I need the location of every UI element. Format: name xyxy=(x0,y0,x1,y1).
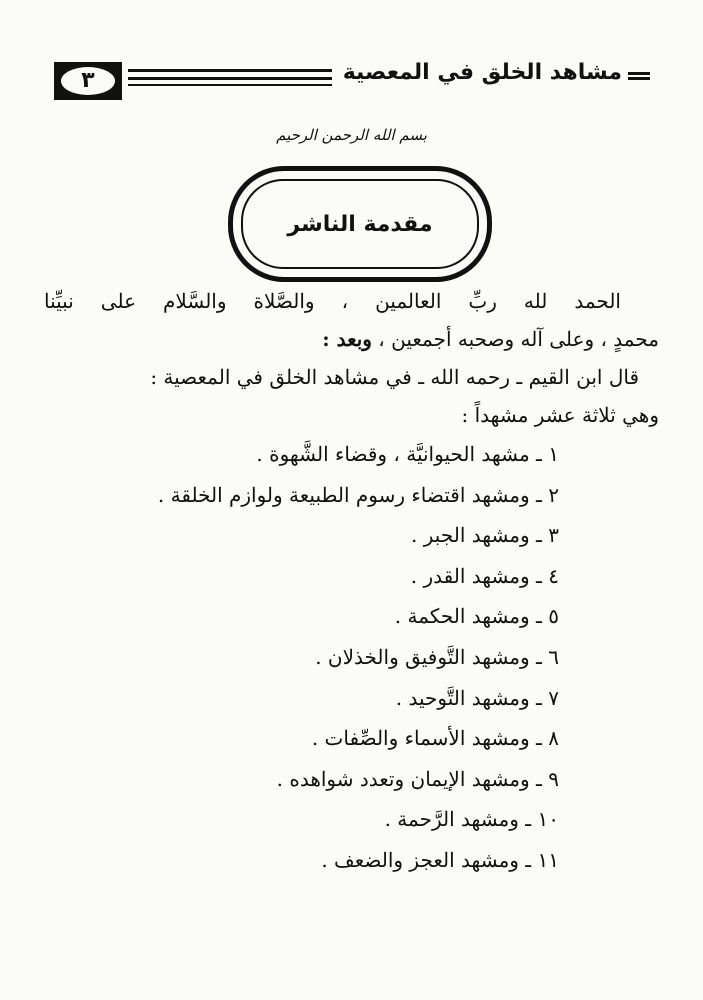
intro-line-2-bold: وبعد : xyxy=(322,327,372,351)
intro-line-4: وهي ثلاثة عشر مشهداً : xyxy=(461,403,659,427)
list-item: ٦ ـ ومشهد التَّوفيق والخذلان . xyxy=(315,644,559,669)
header-ornament xyxy=(628,72,650,80)
running-title: مشاهد الخلق في المعصية xyxy=(342,60,622,85)
header-rule xyxy=(128,69,332,72)
list-item: ٨ ـ ومشهد الأسماء والصِّفات . xyxy=(311,726,559,751)
list-item: ٥ ـ ومشهد الحكمة . xyxy=(394,604,559,629)
list-item: ٤ ـ ومشهد القدر . xyxy=(410,563,559,588)
intro-line-1: الحمد لله ربِّ العالمين ، والصَّلاة والسَّلام على نبيِّنا xyxy=(44,289,621,313)
intro-line-3: قال ابن القيم ـ رحمه الله ـ في مشاهد الخلق في المعصية : xyxy=(150,365,639,389)
page-number-box xyxy=(54,62,122,100)
page-header xyxy=(52,56,652,108)
header-rule xyxy=(128,77,332,80)
section-title-frame xyxy=(228,166,492,282)
list-item: ١٠ ـ ومشهد الرَّحمة . xyxy=(384,807,559,832)
page-number: ٣ xyxy=(61,67,115,95)
intro-line-2 xyxy=(44,320,659,358)
intro-line-2-text: محمدٍ ، وعلى آله وصحبه أجمعين ، xyxy=(378,327,659,351)
list-item: ١ ـ مشهد الحيوانيَّة ، وقضاء الشَّهوة . xyxy=(256,442,559,466)
section-title: مقدمة الناشر xyxy=(287,211,433,237)
list-item: ٢ ـ ومشهد اقتضاء رسوم الطبيعة ولوازم الخلقة . xyxy=(157,482,559,507)
list-item: ١١ ـ ومشهد العجز والضعف . xyxy=(321,847,559,872)
list-item: ٩ ـ ومشهد الإيمان وتعدد شواهده . xyxy=(276,766,559,791)
section-title-inner-frame xyxy=(241,179,479,269)
header-rule xyxy=(128,84,332,86)
page-body xyxy=(44,282,659,881)
list-item: ٣ ـ ومشهد الجبر . xyxy=(411,523,559,548)
list-item: ٧ ـ ومشهد التَّوحيد . xyxy=(395,685,559,710)
basmala: بسم الله الرحمن الرحيم xyxy=(276,126,427,144)
